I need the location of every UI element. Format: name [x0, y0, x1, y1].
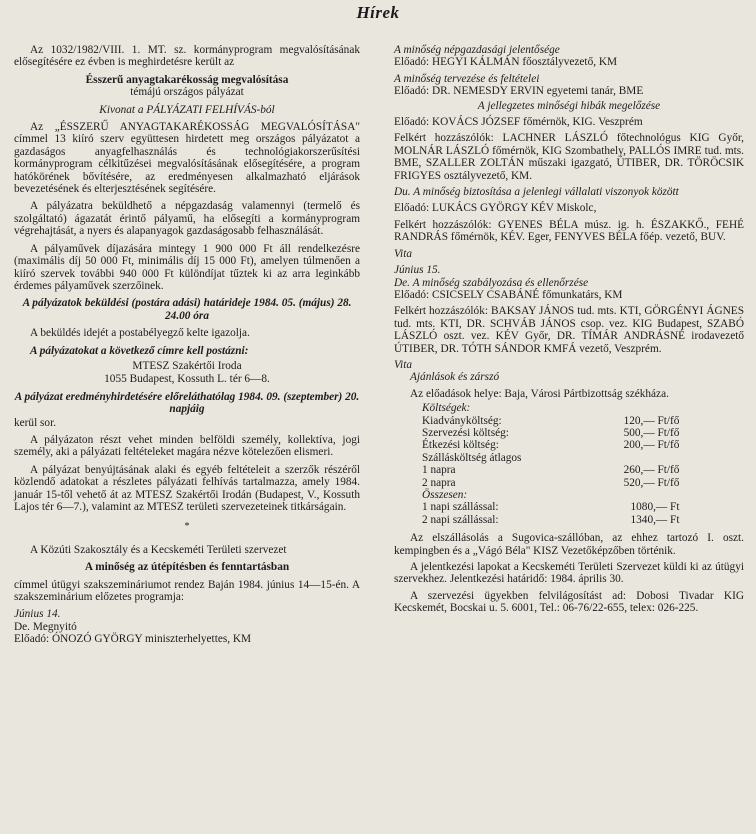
- announcement-paragraph: Az „ÉSSZERŰ ANYAGTAKARÉKOSSÁG MEGVALÓSÍTÁSA" címmel 13 kiíró szerv együttesen hirdetett meg országos pályázatot a gazdaságos anyagfelhasználás és technológiakorszerűsítési kormányprogram célkitűzései megvalósításának elősegítésére, a program hatókörének bővítésére, az eredményesen alkalmazható eljárások bevezetésének és elterjesztésének segítésére.: [14, 121, 360, 196]
- talk1-speaker: Előadó: HEGYI KÁLMÁN főosztályvezető, KM: [394, 56, 618, 69]
- address-heading: A pályázatokat a következő címre kell postázni:: [30, 344, 249, 357]
- cost-row: [418, 439, 683, 451]
- cost-row: [418, 477, 683, 489]
- competition-subtitle: témájú országos pályázat: [130, 86, 244, 99]
- talk3-commenters: Felkért hozzászólók: LACHNER LÁSZLÓ főtechnológus KIG Győr, MOLNÁR LÁSZLÓ főmérnök, KIG Szombathely, PALLÓS IMRE tud. mts. BME, SZALLER ZOLTÁN műszaki igazgató, ÚTIBER, DR. TÖRÖCSIK FRIGYES osztályvezető, KM.: [394, 132, 744, 182]
- cost-row: [418, 514, 683, 526]
- prizes-paragraph: A pályaművek díjazására mintegy 1 900 000 Ft áll rendelkezésre (maximális díj 50 000 Ft, minimális díj 15 000 Ft), amelyen túlmenően a kiíró szervek további 940 000 Ft különdíjat tűztek ki az arra leginkább érdemes pályaművek szerzőinek.: [14, 242, 360, 292]
- talk2-title: A minőség tervezése és feltételei: [394, 72, 540, 85]
- venue-paragraph: Az előadások helye: Baja, Városi Pártbizottság székháza.: [410, 387, 669, 400]
- day2-label: Június 15.: [394, 264, 441, 277]
- cost-label: Költségek:: [422, 402, 471, 415]
- discussion-1: Vita: [394, 247, 412, 260]
- day1-opening: De. Megnyitó: [14, 620, 77, 633]
- details-paragraph: A pályázat benyújtásának alaki és egyéb feltételeit a szerzők részéről közlendő adatokat a részletes pályázati felhívás tartalmazza, amely 1984. január 15-től vehető át az MTESZ Szakértői Irodán (Budapest, V., Kossuth Lajos tér 6—7.), valamint az MTESZ területi szervezeteinek titkárságain.: [14, 463, 360, 513]
- day1-label: Június 14.: [14, 608, 61, 621]
- address-street: 1055 Budapest, Kossuth L. tér 6—8.: [104, 373, 270, 386]
- cost-label: 1 napra: [422, 464, 456, 477]
- cost-row: [418, 415, 683, 427]
- talk3-title: A jellegzetes minőségi hibák megelőzése: [477, 99, 661, 112]
- cost-row: [418, 501, 683, 513]
- closing-title: Ajánlások és zárszó: [410, 371, 500, 384]
- cost-value: 200,— Ft/fő: [623, 439, 680, 452]
- page-title: Hírek: [356, 3, 400, 22]
- application-paragraph: A jelentkezési lapokat a Kecskeméti Területi Szervezet küldi ki az útügyi szervekhez. Jelentkezési határidő: 1984. április 30.: [394, 561, 744, 586]
- cost-value: 500,— Ft/fő: [623, 426, 680, 439]
- cost-row: [418, 402, 683, 414]
- results-heading: A pályázat eredményhirdetésére előreláthatólag 1984. 09. (szeptember) 20. napjáig: [14, 390, 360, 416]
- talk4-title: Du. A minőség biztosítása a jelenlegi vállalati viszonyok között: [394, 186, 679, 199]
- cost-row: [418, 427, 683, 439]
- talk2-speaker: Előadó: DR. NEMESDY ERVIN egyetemi tanár, BME: [394, 85, 644, 98]
- lodging-paragraph: Az elszállásolás a Sugovica-szállóban, az ehhez tartozó I. oszt. kempingben és a „Vágó Béla" KISZ Vezetőképzőben történik.: [394, 532, 744, 557]
- cost-value: 520,— Ft/fő: [623, 476, 680, 489]
- cost-label: 1 napi szállással:: [422, 501, 499, 514]
- results-tail: kerül sor.: [14, 416, 57, 429]
- cost-value: 260,— Ft/fő: [623, 464, 680, 477]
- cost-row: [418, 489, 683, 501]
- intro-paragraph: Az 1032/1982/VIII. 1. MT. sz. kormányprogram megvalósításának elősegítésére ez évben is meghirdetésre került az: [14, 44, 360, 69]
- right-column: [394, 44, 744, 619]
- organizer-paragraph: A Közúti Szakosztály és a Kecskeméti Területi szervezet: [30, 543, 287, 556]
- deadline-heading: A pályázatok beküldési (postára adási) határideje 1984. 05. (május) 28. 24.00 óra: [22, 297, 352, 322]
- cost-label: Szállásköltség átlagos: [422, 451, 522, 464]
- cost-label: 2 napra: [422, 476, 456, 489]
- cost-value: 1080,— Ft: [630, 501, 680, 514]
- talk5-commenters: Felkért hozzászólók: BAKSAY JÁNOS tud. mts. KTI, GÖRGÉNYI ÁGNES tud. mts. KTI, DR. SCHVÁB JÁNOS csop. vez. KIG Budapest, SZABÓ LÁSZLÓ oszt. vez. KÉV Győr, DR. TÍMÁR ANDRÁSNÉ irodavezető ÚTIBER, DR. TÓTH SÁNDOR KMFÁ vezető, Veszprém.: [394, 305, 744, 355]
- cost-label: Összesen:: [422, 489, 468, 501]
- cost-value: [525, 402, 683, 414]
- contact-paragraph: A szervezési ügyekben felvilágosítást ad: Dobosi Tivadar KIG Kecskemét, Bocskai u. 5. 6001, Tel.: 06-76/22-655, telex: 026-225.: [394, 589, 744, 615]
- discussion-2: Vita: [394, 358, 412, 371]
- talk4-speaker: Előadó: LUKÁCS GYÖRGY KÉV Miskolc,: [394, 202, 597, 215]
- cost-value: 120,— Ft/fő: [623, 414, 680, 427]
- cost-label: Kiadványköltség:: [422, 414, 502, 427]
- cost-label: Szervezési költség:: [422, 426, 509, 439]
- day1-speaker: Előadó: ÓNOZÓ GYÖRGY miniszterhelyettes, KM: [14, 633, 252, 646]
- cost-row: [418, 464, 683, 476]
- seminar-paragraph: címmel útügyi szakszemináriumot rendez Baján 1984. június 14—15-én. A szakszeminárium előzetes programja:: [14, 578, 360, 604]
- cost-label: Étkezési költség:: [422, 439, 499, 452]
- talk5-speaker: Előadó: CSICSELY CSABÁNÉ főmunkatárs, KM: [394, 288, 623, 301]
- left-column: [14, 44, 360, 651]
- talk5-title: De. A minőség szabályozása és ellenőrzése: [394, 276, 589, 289]
- cost-value: 1340,— Ft: [630, 513, 680, 526]
- competition-heading: Ésszerű anyagtakarékosság megvalósítása: [85, 73, 289, 86]
- cost-label: 2 napi szállással:: [422, 513, 499, 526]
- eligibility-paragraph: A pályázaton részt vehet minden belföldi személy, kollektíva, jogi személy, aki a pályázati feltételeket magára nézve kötelezően elismeri.: [14, 433, 360, 459]
- talk3-speaker: Előadó: KOVÁCS JÓZSEF főmérnök, KIG. Veszprém: [394, 116, 643, 129]
- talk1-title: A minőség népgazdasági jelentősége: [394, 44, 560, 56]
- seminar-heading: A minőség az útépítésben és fenntartásban: [84, 561, 290, 574]
- scope-paragraph: A pályázatra beküldhető a népgazdaság valamennyi (termelő és szolgáltató) ágazatát érintő pályamű, ha elősegíti a kormányprogram végrehajtását, a nyers és alapanyagok gazdaságosabb felhasználását.: [14, 200, 360, 238]
- cost-row: [418, 452, 683, 464]
- cost-value: [525, 489, 683, 501]
- talk4-commenters: Felkért hozzászólók: GYENES BÉLA músz. ig. h. ÉSZAKKŐ., FEHÉ RANDRÁS főmérnök, KÉV. Eger, FENYVES BÉLA főép. vezető, BUV.: [394, 218, 744, 244]
- section-separator: *: [184, 521, 190, 533]
- cost-value: [525, 452, 683, 464]
- costs-table: [418, 402, 683, 526]
- excerpt-heading: Kivonat a PÁLYÁZATI FELHÍVÁS-ból: [99, 103, 275, 116]
- address-name: MTESZ Szakértői Iroda: [132, 359, 242, 372]
- postmark-paragraph: A beküldés idejét a postabélyegző kelte igazolja.: [30, 327, 250, 340]
